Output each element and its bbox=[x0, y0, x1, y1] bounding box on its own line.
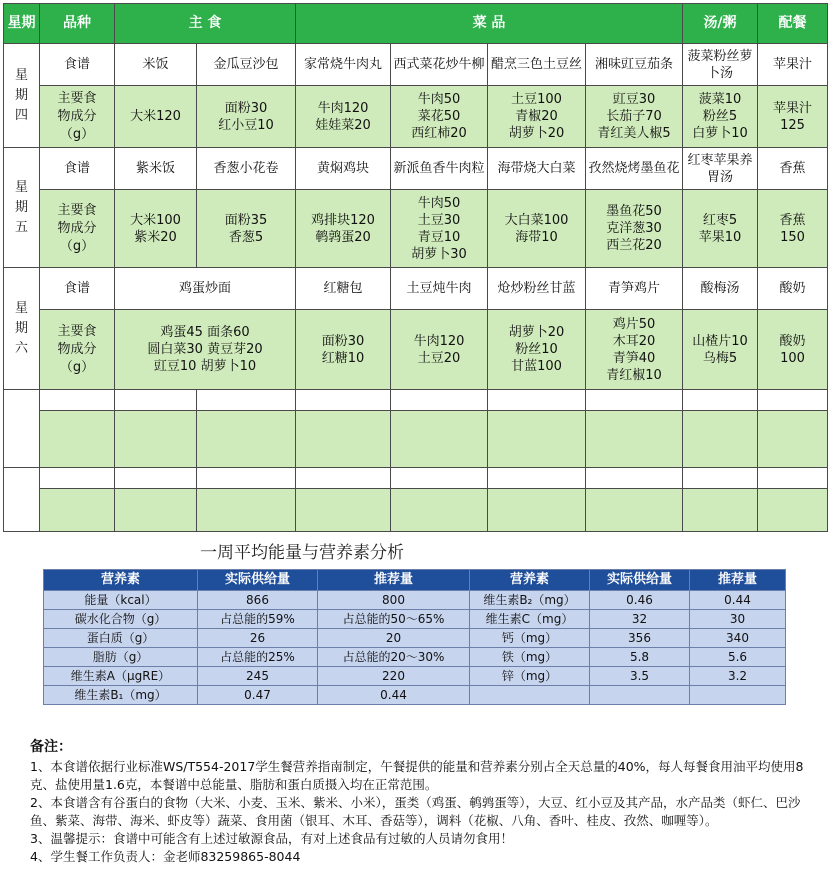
ingredient-cell bbox=[115, 310, 296, 390]
nutrient-name: 维生素B₂（mg） bbox=[470, 591, 590, 610]
ingredient-line: 面粉30 bbox=[224, 100, 268, 116]
nutrient-name: 维生素B₁（mg） bbox=[44, 686, 198, 705]
actual-value: 32 bbox=[590, 610, 690, 629]
day-char: 星 bbox=[14, 300, 28, 316]
ingredient-line: 牛肉50 bbox=[417, 195, 461, 211]
ingredient-cell bbox=[296, 190, 391, 268]
day-char: 期 bbox=[14, 199, 28, 215]
nutrition-header: 推荐量 bbox=[690, 570, 786, 591]
empty-row bbox=[4, 468, 828, 489]
ingredient-cell bbox=[586, 86, 683, 148]
ingredient-line: 牛肉120 bbox=[413, 333, 465, 349]
note-item: 1、本食谱依据行业标准WS/T554-2017学生餐营养指南制定，午餐提供的能量和营养素分别占全天总量的40%，每人每餐食用油平均使用8克、盐使用量1.6克，本餐谱中总能量、脂肪和蛋白质摄入均在正常范围。 bbox=[30, 759, 804, 792]
ingredient-label bbox=[40, 310, 115, 390]
ingredient-line: 山楂片10 bbox=[692, 333, 748, 349]
recommended-value bbox=[690, 686, 786, 705]
empty-row bbox=[4, 489, 828, 532]
empty-row bbox=[4, 390, 828, 411]
actual-value: 占总能的25% bbox=[198, 648, 318, 667]
empty-day-cell bbox=[4, 390, 40, 468]
empty-row bbox=[4, 411, 828, 468]
main-dish: 湘味豇豆茄条 bbox=[586, 44, 683, 86]
main-dish: 醋烹三色土豆丝 bbox=[488, 44, 586, 86]
label-line: 主要食 bbox=[57, 90, 97, 106]
ingredient-line: 青豆10 bbox=[417, 229, 461, 245]
ingredient-cell bbox=[683, 86, 758, 148]
day-char: 五 bbox=[14, 219, 28, 235]
nutrition-row bbox=[44, 648, 786, 667]
staple-dish: 鸡蛋炒面 bbox=[115, 268, 296, 310]
nutrient-name: 蛋白质（g） bbox=[44, 629, 198, 648]
ingredient-cell bbox=[296, 86, 391, 148]
nutrition-header-row bbox=[44, 570, 786, 591]
ingredient-line: 土豆100 bbox=[511, 92, 562, 107]
ingredient-line: 墨鱼花50 bbox=[606, 204, 662, 219]
day-char: 期 bbox=[14, 87, 28, 103]
ingredient-line: 胡萝卜30 bbox=[411, 246, 467, 262]
recommended-value: 3.2 bbox=[690, 667, 786, 686]
actual-value: 866 bbox=[198, 591, 318, 610]
ingredient-line: 125 bbox=[780, 117, 805, 133]
empty-cell bbox=[115, 489, 197, 532]
ingredient-line: 西兰花20 bbox=[606, 238, 662, 253]
recommended-value: 占总能的20～30% bbox=[318, 648, 470, 667]
friday-ingredient-row bbox=[4, 190, 828, 268]
label-line: （g） bbox=[59, 238, 95, 254]
day-char: 期 bbox=[14, 320, 28, 336]
staple-dish: 香葱小花卷 bbox=[197, 148, 296, 190]
ingredient-line: 150 bbox=[780, 229, 805, 245]
staple-dish: 紫米饭 bbox=[115, 148, 197, 190]
recipe-label: 食谱 bbox=[40, 44, 115, 86]
ingredient-cell bbox=[391, 190, 488, 268]
actual-value: 占总能的59% bbox=[198, 610, 318, 629]
main-dish: 家常烧牛肉丸 bbox=[296, 44, 391, 86]
ingredient-line: 香蕉 bbox=[779, 212, 806, 228]
nutrient-name bbox=[470, 686, 590, 705]
empty-cell bbox=[758, 411, 828, 468]
nutrition-row bbox=[44, 629, 786, 648]
ingredient-line: 青笋40 bbox=[612, 350, 656, 366]
ingredient-line: 青椒20 bbox=[515, 109, 558, 124]
ingredient-line: 胡萝卜20 bbox=[508, 126, 565, 141]
notes-section bbox=[30, 738, 820, 866]
empty-cell bbox=[586, 390, 683, 411]
recommended-value: 5.6 bbox=[690, 648, 786, 667]
ingredient-cell bbox=[197, 86, 296, 148]
ingredient-line: 克洋葱30 bbox=[606, 221, 662, 236]
empty-cell bbox=[488, 489, 586, 532]
notes-title: 备注： bbox=[30, 739, 72, 755]
nutrition-analysis-table bbox=[43, 569, 786, 705]
ingredient-line: 粉丝10 bbox=[515, 342, 558, 357]
empty-cell bbox=[488, 390, 586, 411]
ingredient-line: 甘蓝100 bbox=[511, 359, 562, 374]
ingredient-cell bbox=[197, 190, 296, 268]
note-item: 3、温馨提示：食谱中可能含有上述过敏源食品，有对上述食品有过敏的人员请勿食用！ bbox=[30, 831, 513, 846]
main-dish: 孜然烧烤墨鱼花 bbox=[586, 148, 683, 190]
empty-cell bbox=[296, 411, 391, 468]
main-dish: 西式菜花炒牛柳 bbox=[391, 44, 488, 86]
ingredient-line: 长茄子70 bbox=[606, 109, 662, 124]
recommended-value: 20 bbox=[318, 629, 470, 648]
ingredient-line: 海带10 bbox=[515, 229, 558, 245]
empty-cell bbox=[586, 489, 683, 532]
empty-cell bbox=[683, 489, 758, 532]
ingredient-line: 土豆20 bbox=[417, 350, 461, 366]
empty-cell bbox=[40, 411, 115, 468]
empty-cell bbox=[683, 411, 758, 468]
ingredient-line: 胡萝卜20 bbox=[508, 325, 565, 340]
ingredient-line: 大米120 bbox=[130, 109, 181, 124]
empty-cell bbox=[40, 489, 115, 532]
empty-cell bbox=[391, 489, 488, 532]
empty-cell bbox=[296, 489, 391, 532]
header-soup: 汤/粥 bbox=[683, 4, 758, 44]
nutrient-name: 维生素C（mg） bbox=[470, 610, 590, 629]
ingredient-cell bbox=[758, 310, 828, 390]
header-side: 配餐 bbox=[758, 4, 828, 44]
ingredient-label bbox=[40, 190, 115, 268]
note-item: 4、学生餐工作负责人：金老师83259865-8044 bbox=[30, 849, 301, 864]
ingredient-cell bbox=[758, 86, 828, 148]
recommended-value: 0.44 bbox=[318, 686, 470, 705]
ingredient-cell bbox=[488, 86, 586, 148]
recommended-value: 30 bbox=[690, 610, 786, 629]
recipe-label: 食谱 bbox=[40, 148, 115, 190]
day-char: 六 bbox=[14, 340, 28, 356]
ingredient-cell bbox=[296, 310, 391, 390]
ingredient-line: 苹果10 bbox=[698, 229, 742, 245]
empty-cell bbox=[391, 468, 488, 489]
actual-value: 26 bbox=[198, 629, 318, 648]
ingredient-cell bbox=[115, 86, 197, 148]
staple-dish: 金瓜豆沙包 bbox=[197, 44, 296, 86]
actual-value: 245 bbox=[198, 667, 318, 686]
day-label-saturday bbox=[4, 268, 40, 390]
ingredient-cell bbox=[758, 190, 828, 268]
actual-value: 5.8 bbox=[590, 648, 690, 667]
ingredient-line: 豇豆30 bbox=[612, 92, 656, 107]
day-char: 星 bbox=[14, 179, 28, 195]
main-dish: 新派鱼香牛肉粒 bbox=[391, 148, 488, 190]
empty-cell bbox=[391, 411, 488, 468]
nutrient-name: 铁（mg） bbox=[470, 648, 590, 667]
nutrient-name: 能量（kcal） bbox=[44, 591, 198, 610]
nutrition-header: 实际供给量 bbox=[198, 570, 318, 591]
ingredient-cell bbox=[391, 310, 488, 390]
ingredient-line: 大米100 bbox=[130, 212, 181, 228]
label-line: 主要食 bbox=[57, 323, 97, 339]
ingredient-label bbox=[40, 86, 115, 148]
ingredient-line: 牛肉120 bbox=[317, 100, 369, 116]
label-line: （g） bbox=[59, 126, 95, 142]
nutrition-row bbox=[44, 686, 786, 705]
ingredient-line: 乌梅5 bbox=[702, 350, 738, 366]
ingredient-cell bbox=[488, 190, 586, 268]
nutrition-header: 营养素 bbox=[44, 570, 198, 591]
ingredient-line: 西红柿20 bbox=[411, 126, 467, 141]
menu-header-row bbox=[4, 4, 828, 44]
note-item: 2、本食谱含有谷蛋白的食物（大米、小麦、玉米、紫米、小米），蛋类（鸡蛋、鹌鹑蛋等），大豆、红小豆及其产品，水产品类（虾仁、巴沙鱼、紫菜、海带、海米、虾皮等）蔬菜、食用菌（银耳、木耳、香菇等），调料（花椒、八角、香叶、桂皮、孜然、咖喱等）。 bbox=[30, 795, 801, 828]
ingredient-cell bbox=[586, 310, 683, 390]
nutrition-row bbox=[44, 610, 786, 629]
ingredient-line: 牛肉50 bbox=[417, 92, 461, 107]
label-line: （g） bbox=[59, 359, 95, 375]
soup-dish: 红枣苹果养胃汤 bbox=[683, 148, 758, 190]
ingredient-line: 木耳20 bbox=[612, 333, 656, 349]
empty-cell bbox=[488, 411, 586, 468]
thursday-recipe-row bbox=[4, 44, 828, 86]
empty-cell bbox=[758, 390, 828, 411]
main-dish: 红糖包 bbox=[296, 268, 391, 310]
ingredient-cell bbox=[115, 190, 197, 268]
ingredient-line: 鹌鹑蛋20 bbox=[315, 229, 371, 245]
header-day: 星期 bbox=[4, 4, 40, 44]
soup-dish: 酸梅汤 bbox=[683, 268, 758, 310]
day-char: 星 bbox=[14, 67, 28, 83]
header-type: 品种 bbox=[40, 4, 115, 44]
empty-cell bbox=[391, 390, 488, 411]
weekly-menu-table bbox=[3, 3, 828, 532]
ingredient-line: 土豆30 bbox=[417, 212, 461, 228]
staple-dish: 米饭 bbox=[115, 44, 197, 86]
nutrition-header: 营养素 bbox=[470, 570, 590, 591]
recommended-value: 占总能的50～65% bbox=[318, 610, 470, 629]
thursday-ingredient-row bbox=[4, 86, 828, 148]
main-dish: 青笋鸡片 bbox=[586, 268, 683, 310]
saturday-recipe-row bbox=[4, 268, 828, 310]
ingredient-line: 香葱5 bbox=[228, 229, 264, 245]
label-line: 主要食 bbox=[57, 202, 97, 218]
empty-cell bbox=[115, 411, 197, 468]
recommended-value: 0.44 bbox=[690, 591, 786, 610]
empty-cell bbox=[115, 468, 197, 489]
empty-cell bbox=[197, 489, 296, 532]
ingredient-line: 青红椒10 bbox=[606, 367, 662, 383]
label-line: 物成分 bbox=[57, 341, 97, 357]
side-dish: 香蕉 bbox=[758, 148, 828, 190]
actual-value: 0.47 bbox=[198, 686, 318, 705]
nutrient-name: 锌（mg） bbox=[470, 667, 590, 686]
nutrition-row bbox=[44, 667, 786, 686]
empty-cell bbox=[115, 390, 197, 411]
empty-cell bbox=[758, 468, 828, 489]
actual-value: 356 bbox=[590, 629, 690, 648]
ingredient-line: 豇豆10 胡萝卜10 bbox=[153, 359, 257, 374]
ingredient-line: 娃娃菜20 bbox=[315, 117, 371, 133]
ingredient-line: 鸡排块120 bbox=[311, 212, 375, 228]
nutrient-name: 钙（mg） bbox=[470, 629, 590, 648]
empty-cell bbox=[683, 390, 758, 411]
ingredient-line: 青红美人椒5 bbox=[597, 126, 671, 141]
ingredient-cell bbox=[586, 190, 683, 268]
ingredient-line: 菜花50 bbox=[417, 109, 461, 124]
day-char: 四 bbox=[14, 107, 28, 123]
ingredient-line: 圆白菜30 黄豆芽20 bbox=[147, 342, 263, 357]
actual-value bbox=[590, 686, 690, 705]
label-line: 物成分 bbox=[57, 220, 97, 236]
empty-cell bbox=[40, 390, 115, 411]
ingredient-line: 苹果汁 bbox=[772, 100, 812, 116]
analysis-title: 一周平均能量与营养素分析 bbox=[200, 543, 404, 563]
empty-cell bbox=[586, 411, 683, 468]
empty-cell bbox=[488, 468, 586, 489]
label-line: 物成分 bbox=[57, 108, 97, 124]
empty-day-cell bbox=[4, 468, 40, 532]
ingredient-line: 鸡蛋45 面条60 bbox=[160, 325, 250, 340]
ingredient-cell bbox=[683, 310, 758, 390]
nutrition-header: 推荐量 bbox=[318, 570, 470, 591]
ingredient-line: 100 bbox=[780, 350, 805, 366]
nutrient-name: 脂肪（g） bbox=[44, 648, 198, 667]
ingredient-cell bbox=[391, 86, 488, 148]
side-dish: 苹果汁 bbox=[758, 44, 828, 86]
empty-cell bbox=[758, 489, 828, 532]
empty-cell bbox=[40, 468, 115, 489]
recommended-value: 800 bbox=[318, 591, 470, 610]
main-dish: 黄焖鸡块 bbox=[296, 148, 391, 190]
ingredient-line: 面粉35 bbox=[224, 212, 268, 228]
nutrition-row bbox=[44, 591, 786, 610]
nutrient-name: 碳水化合物（g） bbox=[44, 610, 198, 629]
nutrient-name: 维生素A（μgRE） bbox=[44, 667, 198, 686]
main-dish: 炝炒粉丝甘蓝 bbox=[488, 268, 586, 310]
ingredient-line: 红枣5 bbox=[702, 212, 738, 228]
ingredient-line: 鸡片50 bbox=[612, 316, 656, 332]
main-dish: 土豆炖牛肉 bbox=[391, 268, 488, 310]
ingredient-line: 菠菜10 bbox=[698, 92, 742, 107]
actual-value: 3.5 bbox=[590, 667, 690, 686]
empty-cell bbox=[296, 468, 391, 489]
header-dishes: 菜 品 bbox=[296, 4, 683, 44]
actual-value: 0.46 bbox=[590, 591, 690, 610]
friday-recipe-row bbox=[4, 148, 828, 190]
recipe-label: 食谱 bbox=[40, 268, 115, 310]
saturday-ingredient-row bbox=[4, 310, 828, 390]
empty-cell bbox=[197, 411, 296, 468]
ingredient-line: 紫米20 bbox=[134, 229, 177, 245]
soup-dish: 菠菜粉丝萝卜汤 bbox=[683, 44, 758, 86]
ingredient-line: 面粉30 bbox=[321, 333, 365, 349]
empty-cell bbox=[197, 390, 296, 411]
nutrition-header: 实际供给量 bbox=[590, 570, 690, 591]
day-label-friday bbox=[4, 148, 40, 268]
empty-cell bbox=[586, 468, 683, 489]
day-label-thursday bbox=[4, 44, 40, 148]
ingredient-line: 大白菜100 bbox=[504, 212, 569, 228]
ingredient-line: 酸奶 bbox=[779, 333, 806, 349]
header-staple: 主 食 bbox=[115, 4, 296, 44]
empty-cell bbox=[683, 468, 758, 489]
main-dish: 海带烧大白菜 bbox=[488, 148, 586, 190]
ingredient-line: 粉丝5 bbox=[702, 109, 738, 124]
recommended-value: 340 bbox=[690, 629, 786, 648]
ingredient-cell bbox=[488, 310, 586, 390]
side-dish: 酸奶 bbox=[758, 268, 828, 310]
empty-cell bbox=[197, 468, 296, 489]
ingredient-line: 红糖10 bbox=[321, 350, 365, 366]
ingredient-line: 白萝卜10 bbox=[692, 126, 748, 141]
recommended-value: 220 bbox=[318, 667, 470, 686]
empty-cell bbox=[296, 390, 391, 411]
ingredient-cell bbox=[683, 190, 758, 268]
ingredient-line: 红小豆10 bbox=[218, 117, 274, 133]
